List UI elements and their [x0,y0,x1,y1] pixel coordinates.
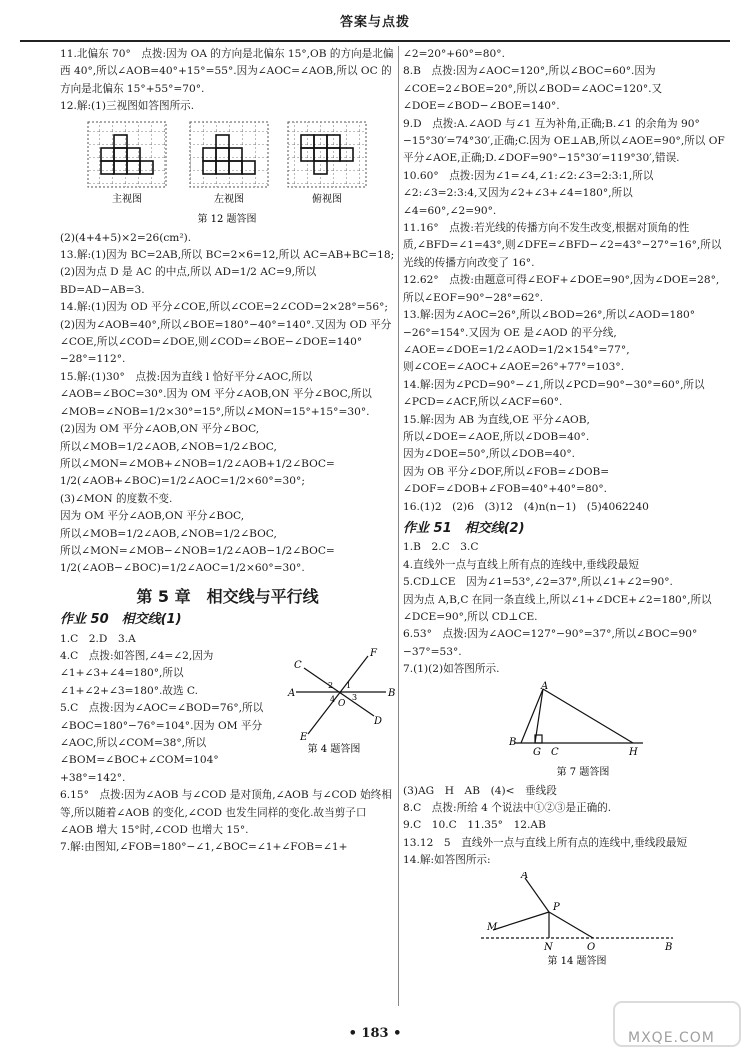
answer-item: 15.解:(1)30° 点拨:因为直线 l 恰好平分∠AOC,所以∠AOB=∠BOC=30°.因为 OM 平分∠AOB,ON 平分∠BOC,所以∠MOB=∠NOB=1/2×30°=15°,所以∠MON=15°+15°=30°. [60,370,372,418]
answer-item: (2)(4+4+5)×2=26(cm²). [60,231,192,244]
answer-item: 6.15° 点拨:因为∠AOB 与∠COD 是对顶角,∠AOB 与∠COD 始终相等,所以随着∠AOB 的变化,∠COD 也发生同样的变化.故当剪子口∠AOB 增大 15°时,∠COD 也增大 15°. [60,789,392,837]
answer-item: 1/2(∠AOB−∠BOC)=1/2∠AOC=1/2×60°=30°. [60,562,305,575]
answer-item: 7.(1)(2)如答图所示. [403,663,500,676]
answer-item: (2)因为点 D 是 AC 的中点,所以 AD=1/2 AC=9,所以 BD=AD−AB=3. [60,266,317,296]
answer-item: 9.C 10.C 11.35° 12.AB [403,819,546,832]
answer-item: 4.C 点拨:如答图,∠4=∠2,因为∠1+∠3+∠4=180°,所以∠1+∠2+∠3=180°.故选 C. [60,649,214,697]
point-label: C [294,659,302,671]
answer-item: 7.解:由图知,∠FOB=180°−∠1,∠BOC=∠1+∠FOB=∠1+ [60,841,348,854]
point-label: P [553,901,560,913]
answer-item: (2)因为∠AOB=40°,所以∠BOE=180°−40°=140°.又因为 OD 平分∠COE,所以∠COD=∠DOE,则∠COD=∠BOE−∠DOE=140°−28°=112°. [60,318,392,366]
answer-item: 所以∠MOB=1/2∠AOB,∠NOB=1/2∠BOC, [60,527,277,540]
answer-item: 12.解:(1)三视图如答图所示. [60,100,195,113]
answer-item: 14.解:如答图所示: [403,854,491,867]
figure-14-diagram [403,872,725,968]
point-label: E [300,731,308,743]
view-label-front: 主视图 [112,193,142,205]
answer-item: 8.C 点拨:所给 4 个说法中①②③是正确的. [403,802,612,815]
answer-item: 则∠COE=∠AOC+∠AOE=26°+77°=103°. [403,361,625,374]
point-label: F [370,647,377,659]
answer-item: (3)∠MON 的度数不变. [60,492,173,505]
section-title-51: 作业 51 相交线(2) [403,520,525,536]
point-label: O [587,941,596,953]
answer-item: ∠DOF=∠DOB+∠FOB=40°+40°=80°. [403,483,608,496]
point-label: A [288,687,296,699]
answer-item: (3)AG H AB (4)< 垂线段 [403,784,557,797]
section-title-50: 作业 50 相交线(1) [60,612,182,628]
point-label: B [665,941,673,953]
answer-item: 11.16° 点拨:若光线的传播方向不发生改变,根据对顶角的性质,∠BFD=∠1=43°,则∠DFE=∠BFD−∠2=43°−27°=16°,所以光线的传播方向改变了 16°. [403,222,722,269]
answer-item: 13.解:(1)因为 BC=2AB,所以 BC=2×6=12,所以 AC=AB+BC=18; [60,249,395,262]
view-label-top: 俯视图 [312,193,342,205]
point-label: A [541,680,549,692]
answer-item: 因为 OB 平分∠DOF,所以∠FOB=∠DOB= [403,465,610,478]
answer-item: 5.CD⊥CE 因为∠1=53°,∠2=37°,所以∠1+∠2=90°. [403,576,673,589]
answer-item: 因为∠DOE=50°,所以∠DOB=40°. [403,448,576,461]
answer-item: 9.D 点拨:A.∠AOD 与∠1 互为补角,正确;B.∠1 的余角为 90°−15°30′=74°30′,正确;C.因为 OE⊥AB,所以∠AOE=90°,所以 OF 平分∠AOE,正确;D.∠DOF=90°−15°30′=119°30′,错误. [403,117,725,165]
answer-item: 10.60° 点拨:因为∠1=∠4,∠1:∠2:∠3=2:3:1,所以∠2:∠3=2:3:4,又因为∠2+∠3+∠4=180°,所以∠4=60°,∠2=90°. [403,169,654,217]
figure-7 [403,681,725,781]
three-views-diagram [60,118,395,228]
item-4-5-block [60,648,395,787]
header-rule [20,40,730,42]
chapter-title: 第 5 章 相交线与平行线 [136,586,319,606]
figure-caption: 第 7 题答图 [556,766,610,778]
point-label: C [551,746,559,758]
figure-12 [60,118,395,228]
header-title: 答案与点拨 [339,15,410,30]
view-label-left: 左视图 [214,193,244,205]
answer-item: 16.(1)2 (2)6 (3)12 (4)n(n−1) (5)4062240 [403,500,649,513]
point-label: A [521,871,529,881]
point-label: G [533,746,541,758]
left-column [60,46,395,857]
figure-caption: 第 14 题答图 [547,955,607,967]
figure-4-diagram [286,648,396,758]
angle-label: 2 [328,680,334,690]
answer-item: 所以∠MON=∠MOB−∠NOB=1/2∠AOB−1/2∠BOC= [60,544,335,557]
answer-item: 13.12 5 直线外一点与直线上所有点的连线中,垂线段最短 [403,836,688,849]
answer-item: 8.B 点拨:因为∠AOC=120°,所以∠BOC=60°.因为∠COE=2∠BOE=20°,所以∠BOD=∠AOC=120°.又∠DOE=∠BOD−∠BOE=140°. [403,65,663,113]
answer-item: 15.解:因为 AB 为直线,OE 平分∠AOB, [403,413,590,426]
point-label: B [509,736,517,748]
answer-item: 4.直线外一点与直线上所有点的连线中,垂线段最短 [403,558,639,571]
point-label: H [629,746,638,758]
figure-caption: 第 4 题答图 [307,743,361,755]
angle-label: 1 [346,680,352,690]
page-number: • 183 • [348,1026,402,1041]
column-divider [398,46,399,1006]
figure-14 [403,872,725,968]
figure-7-diagram [403,681,725,781]
answer-item: 14.解:(1)因为 OD 平分∠COE,所以∠COE=2∠COD=2×28°=56°; [60,301,388,314]
left-block-2 [60,230,395,578]
point-label: O [338,698,346,709]
point-label: N [544,941,553,953]
figure-caption: 第 12 题答图 [197,213,257,225]
answer-item: 12.62° 点拨:由题意可得∠EOF+∠DOE=90°,因为∠DOE=28°,所以∠EOF=90°−28°=62°. [403,274,720,304]
answer-item: 1/2(∠AOB+∠BOC)=1/2∠AOC=1/2×60°=30°; [60,475,305,488]
angle-label: 3 [352,692,358,702]
point-label: M [487,921,498,933]
answer-item: 因为点 A,B,C 在同一条直线上,所以∠1+∠DCE+∠2=180°,所以∠DCE=90°,所以 CD⊥CE. [403,593,712,623]
answer-item: ∠AOE=∠DOE=1/2∠AOD=1/2×154°=77°, [403,343,630,356]
answer-item: 11.北偏东 70° 点拨:因为 OA 的方向是北偏东 15°,OB 的方向是北偏西 40°,所以∠AOB=40°+15°=55°.因为∠AOC=∠AOB,所以 OC 的方向是北偏东 15°+55°=70°. [60,48,394,95]
answer-item: 1.B 2.C 3.C [403,541,479,554]
point-label: D [374,715,383,727]
right-column [403,46,725,970]
answer-item: 13.解:因为∠AOC=26°,所以∠BOD=26°,所以∠AOD=180°−26°=154°.又因为 OE 是∠AOD 的平分线, [403,309,696,339]
answer-item: 6.53° 点拨:因为∠AOC=127°−90°=37°,所以∠BOC=90°−37°=53°. [403,628,698,658]
answer-item: 因为 OM 平分∠AOB,ON 平分∠BOC, [60,510,245,523]
answer-item: 所以∠DOE=∠AOE,所以∠DOB=40°. [403,430,590,443]
answer-item: 所以∠MON=∠MOB+∠NOB=1/2∠AOB+1/2∠BOC= [60,457,335,470]
point-label: B [388,687,396,699]
answer-item: 所以∠MOB=1/2∠AOB,∠NOB=1/2∠BOC, [60,440,277,453]
answer-item: 14.解:因为∠PCD=90°−∠1,所以∠PCD=90°−30°=60°,所以∠PCD=∠ACF,所以∠ACF=60°. [403,378,705,409]
answer-item: 5.C 点拨:因为∠AOC=∠BOD=76°,所以∠BOC=180°−76°=104°.因为 OM 平分∠AOC,所以∠COM=38°,所以∠BOM=∠BOC+∠COM=104°+38°=142°. [60,702,264,784]
answer-item: 1.C 2.D 3.A [60,632,136,645]
page-header [0,0,750,44]
angle-label: 4 [330,694,336,704]
watermark-text: MXQE.COM [628,1030,715,1046]
answer-item: ∠2=20°+60°=80°. [403,48,505,60]
answer-item: (2)因为 OM 平分∠AOB,ON 平分∠BOC, [60,423,260,436]
